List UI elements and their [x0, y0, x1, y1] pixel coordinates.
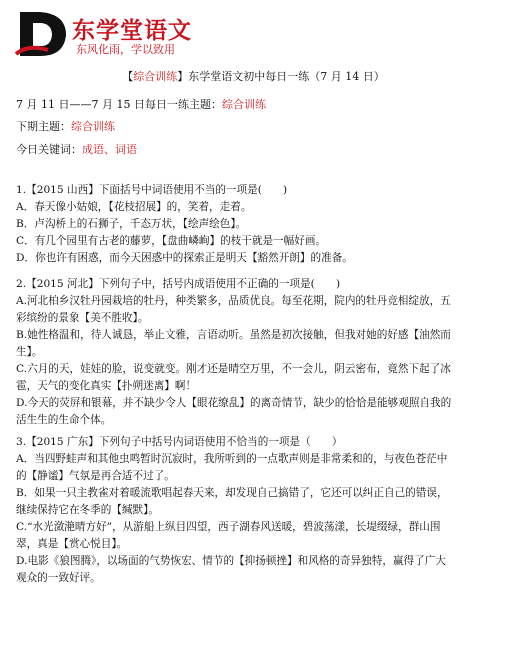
title-text: 东学堂语文初中每日一练（7 月 14 日）: [188, 70, 385, 83]
option-line: 观众的一致好评。: [16, 572, 101, 584]
option-line: 继续保持它在冬季的【缄默】。: [16, 504, 160, 516]
option-line: A.河北柏乡汉牡丹园栽培的牡丹，种类繁多，品质优良。每至花期，院内的牡丹竞相绽放，五: [16, 295, 451, 307]
option-line: B．卢沟桥上的石狮子，千态万状，【绘声绘色】。: [16, 218, 247, 230]
option-line: D．你也许有困惑，而今天困惑中的探索正是明天【豁然开朗】的准备。: [16, 252, 353, 264]
question-stem: 1.【2015 山西】下面括号中词语使用不当的一项是( ): [16, 184, 288, 196]
brand-slogan: 东风化雨，学以致用: [76, 43, 175, 56]
option-line: 翠，真是【赏心悦目】。: [16, 538, 128, 550]
title-tag: 综合训练: [133, 70, 178, 83]
question-3: [16, 434, 494, 587]
option-line: 活生生的生命个体。: [16, 414, 112, 426]
brand-name: 东学堂语文: [72, 18, 192, 44]
option-line: B．如果一只主教雀对着暖流歌唱起春天来，却发现自己搞错了，它还可以纠正自己的错误，: [16, 487, 448, 499]
option-line: 生】。: [16, 346, 43, 358]
option-line: A．春天像小姑娘，【花枝招展】的，笑着，走着。: [16, 201, 252, 213]
option-line: D.电影《狼图腾》，以场面的气势恢宏、情节的【抑扬顿挫】和风格的奇异独特，赢得了广大: [16, 555, 446, 567]
logo-icon: [14, 8, 70, 58]
question-2: [16, 276, 494, 429]
option-line: 的【静谧】气氛是再合适不过了。: [16, 470, 175, 482]
question-1: [16, 182, 494, 267]
question-stem: 3.【2015 广东】下列句子中括号内词语使用不恰当的一项是（ ）: [16, 436, 343, 448]
next-theme: 综合训练: [71, 120, 115, 133]
option-line: C.六月的天，娃娃的脸，说变就变。刚才还是晴空万里，不一会儿，阴云密布，竟然下起了冰: [16, 363, 451, 375]
question-stem: 2.【2015 河北】下列句子中，括号内成语使用不正确的一项是( ): [16, 278, 341, 290]
brand-header: [14, 8, 254, 58]
option-line: 彩缤纷的景象【美不胜收】。: [16, 312, 149, 324]
page-title: 【综合训练】东学堂语文初中每日一练（7 月 14 日）: [122, 70, 385, 83]
option-line: D.今天的荧屏和银幕，并不缺少令人【眼花缭乱】的离奇情节，缺少的恰恰是能够观照自我的: [16, 397, 452, 409]
option-line: 雹，天气的变化真实【扑朔迷离】啊！: [16, 380, 197, 392]
option-line: A．当四野蛙声和其他虫鸣暂时沉寂时，我所听到的一点歌声则是非常柔和的，与夜色苍茫中: [16, 453, 448, 465]
week-theme: 综合训练: [221, 98, 266, 111]
option-line: C．有几个园里有古老的藤萝，【盘曲嶙峋】的枝干就是一幅好画。: [16, 235, 327, 247]
option-line: C.“水光潋滟晴方好”，从游船上纵目四望，西子湖春风送暖，碧波荡漾，长堤缀绿，群山围: [16, 521, 441, 533]
option-line: B.她性格温和，待人诚恳，举止文雅，言语动听。虽然是初次接触，但我对她的好感【油然而: [16, 329, 451, 341]
next-theme-line: 下期主题：综合训练: [16, 120, 115, 133]
keywords: 成语、词语: [82, 143, 137, 156]
keywords-line: 今日关键词：成语、词语: [16, 143, 137, 156]
week-theme-line: 7 月 11 日——7 月 15 日每日一练主题：综合训练: [16, 98, 266, 111]
